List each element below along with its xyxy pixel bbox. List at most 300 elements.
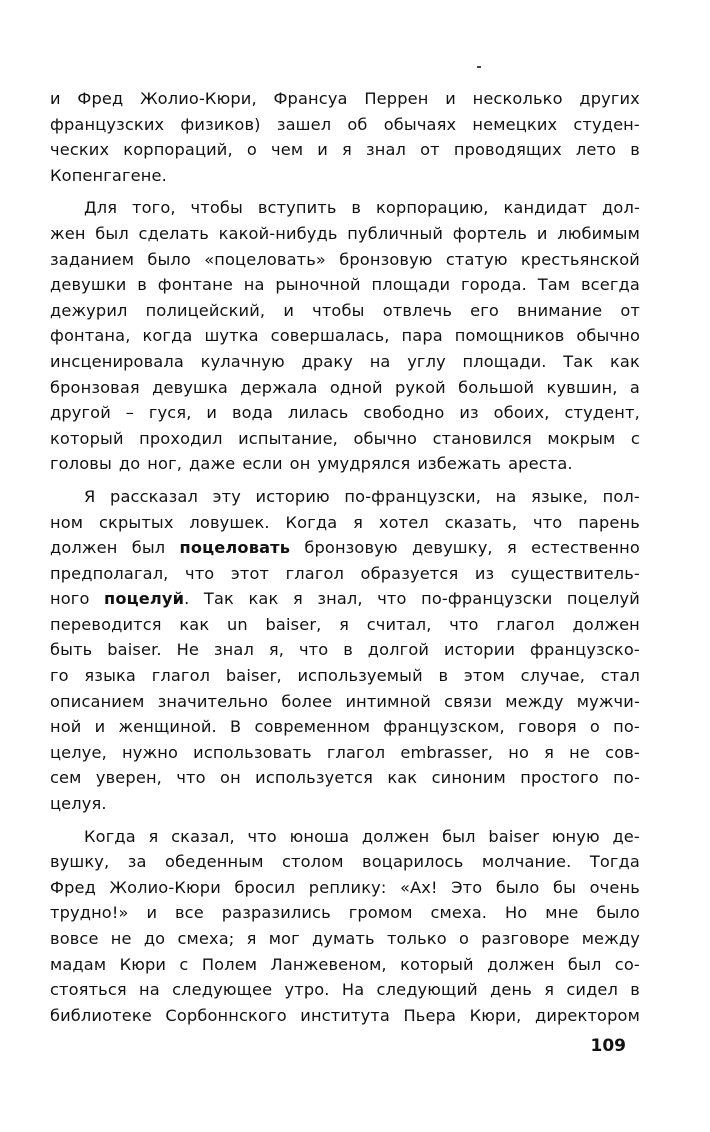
word: внимание — [517, 300, 603, 320]
word: считал, — [366, 614, 432, 634]
word: корпораций, — [123, 140, 233, 160]
word: Когда — [84, 826, 136, 846]
word: случае, — [520, 666, 586, 686]
paragraph — [50, 484, 640, 817]
word: Это — [451, 877, 483, 897]
word: скрытых — [99, 512, 174, 532]
word: но — [508, 742, 530, 762]
word: был — [567, 954, 602, 974]
word: города. — [461, 275, 527, 295]
word: – — [125, 403, 135, 423]
word: embrasser, — [400, 742, 494, 762]
word: день — [490, 980, 532, 1000]
word: рукой — [395, 377, 446, 397]
word: отвлечь — [382, 300, 453, 320]
word: историю — [255, 486, 330, 506]
word: рассказал — [110, 486, 198, 506]
page-number: 109 — [590, 1036, 626, 1056]
word: языка — [84, 666, 136, 686]
word: интимной — [345, 691, 431, 711]
word: как — [179, 614, 210, 634]
word: Жолио-Кюри — [109, 877, 221, 897]
text-line — [50, 323, 640, 349]
word: испытание, — [238, 428, 338, 448]
word: смеха; — [177, 929, 235, 948]
word: шутка — [204, 326, 259, 346]
word: до — [118, 454, 141, 474]
word: громом — [348, 903, 413, 923]
word: глагол — [151, 666, 211, 686]
word: и — [536, 223, 548, 243]
word: разговоре — [481, 929, 570, 948]
word: использовать — [193, 742, 312, 762]
word: обычаях — [383, 114, 457, 134]
word: бросил — [234, 877, 296, 897]
word: площади — [371, 275, 451, 295]
word: чем — [271, 140, 304, 160]
word: истории — [443, 640, 516, 660]
word: я, — [268, 640, 285, 660]
word: парень — [578, 512, 640, 532]
word: го — [50, 666, 69, 686]
word: предполагал, — [50, 563, 169, 583]
word: проводящих — [453, 140, 562, 160]
word: я — [353, 512, 364, 532]
paragraph — [50, 824, 640, 1029]
text-line — [50, 247, 640, 273]
word: кувшин, — [546, 377, 618, 397]
word: дежурил — [50, 300, 128, 320]
word: «Ах! — [400, 877, 438, 897]
word: библиотеке — [50, 1005, 152, 1025]
word: Там — [537, 275, 571, 295]
word: кандидат — [503, 198, 588, 218]
word: вушку, — [50, 852, 110, 872]
text-line — [50, 561, 640, 587]
word: я — [544, 980, 555, 1000]
word: лето — [575, 140, 617, 160]
word: девушку, — [411, 538, 493, 558]
word: студент, — [564, 403, 640, 423]
word: целуя. — [50, 794, 107, 814]
text-line — [50, 426, 640, 452]
word: я — [506, 538, 517, 558]
word: думать — [311, 929, 375, 948]
word: сказал, — [171, 826, 235, 846]
word: и — [317, 140, 328, 160]
word: большой — [458, 377, 535, 397]
word: что — [449, 614, 479, 634]
word: связи — [444, 691, 493, 711]
word: что — [247, 826, 277, 846]
print-speck — [477, 66, 481, 68]
word: описанием — [50, 691, 145, 711]
word: я — [544, 742, 555, 762]
word: что — [176, 768, 206, 788]
word: умудрялся — [317, 454, 411, 474]
word: а — [629, 377, 640, 397]
word: ног, — [147, 454, 183, 474]
word: не — [569, 742, 591, 762]
word: разразились — [221, 903, 331, 923]
word: гуся, — [148, 403, 192, 423]
word: baiser. — [107, 640, 162, 660]
word: был — [442, 826, 476, 846]
word: по- — [613, 717, 640, 737]
word: Ланжевеном, — [270, 954, 387, 974]
word: о — [246, 140, 257, 160]
word: несколько — [472, 89, 563, 108]
word: обычно — [353, 428, 418, 448]
word: сем — [50, 768, 82, 788]
word: языке, — [531, 486, 588, 506]
word: поцелуй — [566, 589, 640, 609]
word: за — [127, 852, 147, 872]
word: очень — [589, 877, 640, 897]
word: Для — [84, 198, 118, 218]
word: французско- — [529, 640, 640, 660]
word: должен — [361, 826, 430, 846]
word: девушка — [152, 377, 228, 397]
word: того, — [132, 198, 176, 218]
word: драку — [301, 351, 354, 371]
word: Когда — [285, 512, 338, 532]
word: Фред — [50, 877, 96, 897]
word: головы — [50, 454, 112, 474]
text-line — [50, 272, 640, 298]
word: поцеловать — [179, 538, 291, 558]
text-line — [50, 663, 640, 689]
word: Не — [176, 640, 200, 660]
word: стал — [600, 666, 640, 686]
word: юную — [551, 826, 600, 846]
word: Но — [504, 903, 528, 923]
word: юноша — [289, 826, 350, 846]
word: по-французски — [421, 589, 553, 609]
word: избежать — [417, 454, 502, 474]
word: что — [184, 563, 215, 583]
word: Сорбоннского — [165, 1005, 287, 1025]
word: утро. — [284, 980, 330, 1000]
word: до — [143, 929, 166, 948]
word: который — [400, 954, 474, 974]
word: мокрым — [547, 428, 616, 448]
word: глагол — [326, 742, 386, 762]
word: я — [246, 929, 257, 948]
word: Я — [84, 486, 96, 506]
word: используемый — [297, 666, 423, 686]
text-line — [50, 977, 640, 1003]
body-text — [50, 86, 640, 1035]
word: baiser, — [265, 614, 322, 634]
word: В — [230, 717, 242, 737]
word: нужно — [122, 742, 179, 762]
word: воцарилось — [362, 852, 464, 872]
word: других — [579, 89, 640, 108]
word: мог — [268, 929, 300, 948]
word: он — [220, 768, 241, 788]
word: и — [283, 300, 294, 320]
word: даже — [189, 454, 236, 474]
word: ном — [50, 512, 84, 532]
word: углу — [407, 351, 446, 371]
word: Так — [203, 589, 234, 609]
word: следующее — [172, 980, 273, 1000]
word: другой — [50, 403, 111, 423]
word: рыночной — [275, 275, 361, 295]
word: его — [470, 300, 499, 320]
word: между — [581, 929, 640, 948]
word: девушки — [50, 275, 127, 295]
word: столом — [282, 852, 344, 872]
word: как — [610, 351, 640, 371]
text-line — [50, 86, 640, 112]
word: должен — [50, 538, 118, 558]
word: фонтана, — [50, 326, 131, 346]
word: было — [147, 249, 191, 269]
word: un — [226, 614, 248, 634]
word: сделать — [138, 223, 209, 243]
word: бронзовую — [339, 249, 433, 269]
word: глагол — [496, 614, 555, 634]
word: уверен, — [95, 768, 162, 788]
word: зашел — [276, 114, 332, 134]
word: на — [369, 351, 391, 371]
word: в — [343, 640, 353, 660]
text-line — [50, 875, 640, 901]
word: используется — [255, 768, 373, 788]
text-line — [50, 791, 640, 817]
word: быть — [50, 640, 93, 660]
word: Фред — [77, 89, 124, 108]
text-line — [50, 510, 640, 536]
word: глагол — [285, 563, 345, 583]
text-line — [50, 112, 640, 138]
word: Копенгагене. — [50, 165, 167, 185]
word: целуе, — [50, 742, 107, 762]
text-line — [50, 900, 640, 926]
word: эту — [212, 486, 241, 506]
text-line — [50, 400, 640, 426]
word: французских — [50, 114, 165, 134]
text-line — [50, 612, 640, 638]
text-line — [50, 375, 640, 401]
word: должен — [487, 954, 555, 974]
word: Жолио-Кюри, — [140, 89, 257, 108]
text-line — [50, 849, 640, 875]
word: совершалась, — [270, 326, 390, 346]
word: фонтане — [157, 275, 233, 295]
word: Тогда — [589, 852, 640, 872]
word: реплику: — [308, 877, 387, 897]
word: из — [474, 563, 495, 583]
word: когда — [142, 326, 193, 346]
word: образуется — [360, 563, 459, 583]
word: знал, — [317, 589, 363, 609]
word: что — [532, 512, 563, 532]
word: и — [50, 89, 61, 108]
word: площади. — [462, 351, 547, 371]
word: было — [596, 903, 640, 923]
word: обычно — [576, 326, 640, 346]
paragraph — [50, 195, 640, 477]
text-line — [50, 637, 640, 663]
word: всегда — [580, 275, 640, 295]
word: на — [139, 980, 160, 1000]
text-line — [50, 926, 640, 952]
word: «поцеловать» — [204, 249, 326, 269]
word: значительно — [157, 691, 269, 711]
word: держала — [240, 377, 318, 397]
word: Так — [563, 351, 594, 371]
word: помощников — [454, 326, 565, 346]
word: мужчи- — [576, 691, 640, 711]
word: полицейский, — [145, 300, 266, 320]
word: и — [146, 903, 158, 923]
word: французском, — [383, 717, 505, 737]
word: современном — [254, 717, 371, 737]
word: как — [248, 589, 279, 609]
word: института — [300, 1005, 390, 1025]
text-line — [50, 765, 640, 791]
word: мне — [545, 903, 579, 923]
word: естественно — [531, 538, 640, 558]
word: был — [131, 538, 166, 558]
word: любимым — [557, 223, 640, 243]
word: физиков) — [180, 114, 261, 134]
word: что — [298, 640, 329, 660]
word: я — [339, 614, 349, 634]
word: с — [630, 428, 640, 448]
word: только — [386, 929, 447, 948]
word: переводится — [50, 614, 162, 634]
text-line — [50, 349, 640, 375]
word: этот — [230, 563, 270, 583]
text-line — [50, 535, 640, 561]
word: Франсуа — [273, 89, 348, 108]
word: Пьера — [403, 1005, 457, 1025]
word: baiser — [488, 826, 539, 846]
word: знал — [365, 140, 407, 160]
word: что — [377, 589, 407, 609]
word: он — [289, 454, 311, 474]
word: бронзовая — [50, 377, 140, 397]
text-line — [50, 586, 640, 612]
word: в — [630, 980, 640, 1000]
word: следующий — [376, 980, 478, 1000]
word: на — [495, 486, 517, 506]
word: был — [95, 223, 129, 243]
text-line — [50, 484, 640, 510]
text-line — [50, 451, 640, 477]
word: кулачную — [200, 351, 285, 371]
word: лилась — [287, 403, 349, 423]
word: я — [292, 589, 303, 609]
word: говоря — [518, 717, 577, 737]
word: должен — [572, 614, 640, 634]
word: синоним — [431, 768, 506, 788]
word: поцелуй. — [104, 589, 190, 609]
word: ной — [50, 717, 82, 737]
text-line — [50, 689, 640, 715]
word: немецких — [472, 114, 558, 134]
word: какой-нибудь — [218, 223, 338, 243]
word: в — [137, 275, 147, 295]
text-line — [50, 740, 640, 766]
word: крестьянской — [520, 249, 640, 269]
word: ареста. — [508, 454, 573, 474]
word: в — [351, 198, 362, 218]
word: я — [342, 140, 352, 160]
word: дол- — [602, 198, 640, 218]
word: по- — [613, 768, 640, 788]
word: фортель — [452, 223, 528, 243]
word: Перрен — [364, 89, 429, 108]
word: молчание. — [481, 852, 572, 872]
text-line — [50, 195, 640, 221]
word: пол- — [602, 486, 640, 506]
word: публичный — [347, 223, 444, 243]
text-line — [50, 952, 640, 978]
word: чтобы — [190, 198, 243, 218]
word: в — [630, 140, 640, 160]
word: ловушек. — [189, 512, 270, 532]
word: по-французски, — [344, 486, 482, 506]
word: о — [458, 929, 470, 948]
word: де- — [612, 826, 640, 846]
word: о — [589, 717, 600, 737]
word: заданием — [50, 249, 135, 269]
word: от — [420, 140, 440, 160]
word: мадам — [50, 954, 107, 974]
word: я — [148, 826, 159, 846]
word: baiser, — [225, 666, 282, 686]
word: сказать, — [444, 512, 518, 532]
word: свободно — [363, 403, 445, 423]
word: ного — [50, 589, 90, 609]
word: сов- — [605, 742, 640, 762]
word: корпорацию, — [375, 198, 489, 218]
text-line — [50, 298, 640, 324]
word: одной — [329, 377, 383, 397]
word: Кюри — [119, 954, 167, 974]
text-line — [50, 1003, 640, 1029]
word: бы — [552, 877, 577, 897]
word: директором — [534, 1005, 640, 1025]
word: Полем — [201, 954, 258, 974]
word: жен — [50, 223, 86, 243]
word: статую — [445, 249, 508, 269]
word: все — [174, 903, 204, 923]
word: было — [495, 877, 540, 897]
word: становился — [432, 428, 532, 448]
word: со- — [614, 954, 640, 974]
word: женщиной. — [118, 717, 217, 737]
word: студен- — [573, 114, 640, 134]
word: инсценировала — [50, 351, 184, 371]
word: этом — [463, 666, 505, 686]
word: долгой — [367, 640, 430, 660]
word: смеха. — [430, 903, 488, 923]
word: и — [445, 89, 456, 108]
word: На — [341, 980, 365, 1000]
text-line — [50, 714, 640, 740]
word: об — [347, 114, 368, 134]
word: простого — [520, 768, 599, 788]
word: между — [505, 691, 564, 711]
paragraph — [50, 86, 640, 188]
word: обоих, — [493, 403, 550, 423]
